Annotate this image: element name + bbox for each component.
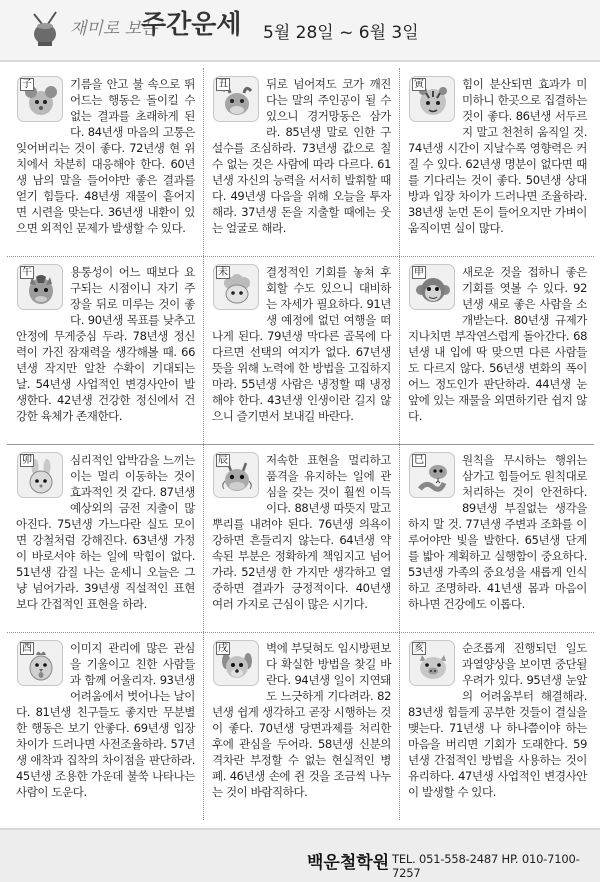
fortune-text: 용통성이 어느 때보다 요구되는 시점이니 자기 주장을 뒤로 미루는 것이 좋다. 90년생 목표를 낮추고 안정에 무게중심 두라. 78년생 정신력이 가진 잠재력을 생각해볼 때. 66년생 작지만 알찬 수확이 기대되는 날. 54년생 사업적인 변경사안이 발생한다. 42년생 건강한 정신에서 건강한 육체가 존재한다. bbox=[16, 265, 195, 423]
zodiac-tag: 寅 bbox=[414, 79, 424, 90]
zodiac-tag: 亥 bbox=[414, 643, 424, 654]
horoscope-text bbox=[212, 640, 391, 800]
fortune-text: 벽에 부딪혀도 임시방편보다 확실한 방법을 찾길 바란다. 94년생 일이 지연돼도 느긋하게 기다려라. 82년생 쉽게 생각하고 곧장 시행하는 것이 좋다. 70년생 당면과제를 처리한 후에 관심을 두어라. 58년생 신분의 격차란 부정할 수 없는 현실적인 병폐. 46년생 손에 쥔 것을 조금씩 나누는 것이 바람직하다. bbox=[212, 641, 391, 799]
academy-name: 백운철학원 bbox=[307, 853, 390, 873]
zodiac-tag: 申 bbox=[414, 267, 424, 278]
horoscope-text bbox=[16, 640, 195, 800]
horoscope-pig bbox=[399, 632, 594, 820]
date-range: 5월 28일 ~ 6월 3일 bbox=[263, 23, 419, 43]
horoscope-text bbox=[212, 76, 391, 236]
horoscope-snake bbox=[399, 444, 594, 632]
zodiac-tag: 辰 bbox=[218, 455, 228, 466]
contact-info: TEL. 051-558-2487 HP. 010-7100-7257 bbox=[392, 852, 580, 880]
horoscope-dog bbox=[203, 632, 398, 820]
horoscope-tiger bbox=[399, 68, 594, 256]
zodiac-tag: 戌 bbox=[218, 643, 228, 654]
page-header bbox=[0, 0, 600, 62]
horoscope-ox bbox=[203, 68, 398, 256]
zodiac-tag: 酉 bbox=[22, 643, 32, 654]
horoscope-monkey bbox=[399, 256, 594, 444]
horoscope-text bbox=[408, 640, 587, 800]
fortune-text: 순조롭게 진행되던 일도 과열양상을 보이면 중단될 우려가 있다. 95년생 눈앞의 어려움부터 해결해라. 83년생 힘들게 공부한 것들이 결실을 맺는다. 71년생 나 하나쯤이야 하는 마음을 버리면 기회가 도래한다. 59년생 간접적인 방법을 사용하는 것이 유리하다. 47년생 사업적인 변경사안이 발생할 수 있다. bbox=[408, 641, 587, 799]
horoscope-text bbox=[408, 76, 587, 236]
horoscope-text bbox=[408, 452, 587, 612]
horoscope-rat bbox=[7, 68, 202, 256]
horoscope-text bbox=[212, 264, 391, 424]
horoscope-text bbox=[16, 452, 195, 612]
zodiac-tag: 卯 bbox=[22, 455, 32, 466]
fortune-text: 이미지 관리에 많은 관심을 기울이고 친한 사람들과 함께 어울리자. 93년생 어려움에서 벗어나는 날이다. 81년생 친구들도 좋지만 무분별한 행동은 보기 안좋다. 69년생 입장 차이가 드러나면 사전조율하라. 57년생 애착과 집착의 차이점을 판단하라. 45년생 조용한 가운데 불쑥 나타나는 사람이 도운다. bbox=[16, 641, 195, 799]
fortune-pot-logo-icon bbox=[28, 8, 62, 48]
fortune-text: 결정적인 기회를 놓쳐 후회할 수도 있으니 대비하는 자세가 필요하다. 91년생 예정에 없던 여행을 떠나게 된다. 79년생 막다른 골목에 다다르면 선택의 여지가 없다. 67년생 뜻을 위해 노력에 한 방법을 고집하지 마라. 55년생 사람은 냉정할 때 냉정해야 한다. 43년생 인생이란 길지 않으니 즐기면서 보내길 바란다. bbox=[212, 265, 391, 423]
horoscope-dragon bbox=[203, 444, 398, 632]
header-subtitle: 재미로 보는 bbox=[70, 19, 158, 39]
zodiac-tag: 子 bbox=[22, 79, 32, 90]
horoscope-text bbox=[16, 264, 195, 424]
horoscope-text bbox=[212, 452, 391, 612]
fortune-text: 뒤로 넘어져도 코가 깨진다는 말의 주인공이 될 수 있으니 경거망동은 삼가라. 85년생 말로 인한 구설수를 조심하라. 73년생 값으로 칠 수 없는 것은 사람에 따라 다르다. 61년생 자신의 능력을 서서히 발휘할 때다. 49년생 다음을 위해 오늘을 투자해라. 37년생 돈을 지출할 때에는 웃는 얼굴로 해라. bbox=[212, 77, 391, 235]
horoscope-text bbox=[16, 76, 195, 236]
horoscope-text bbox=[408, 264, 587, 424]
fortune-text: 저속한 표현을 멀리하고 품격을 유지하는 일에 관심을 갖는 것이 훨씬 이득이다. 88년생 따뜻지 말고 뿌리를 내려야 된다. 76년생 의욕이 강하면 흔들리지 않는다. 64년생 약속된 부분은 정확하게 책임지고 넘어가라. 52년생 한 가지만 생각하고 열중하면 결과가 긍정적이다. 40년생 여러 가지로 근심이 많은 시기다. bbox=[212, 453, 391, 611]
page-title: 주간운세 bbox=[141, 10, 242, 40]
horoscope-rabbit bbox=[7, 444, 202, 632]
zodiac-tag: 丑 bbox=[218, 79, 228, 90]
fortune-text: 심리적인 압박감을 느끼는 이는 멀리 이동하는 것이 효과적인 것 같다. 87년생 예상외의 금전 지출이 많아진다. 75년생 가느다란 실도 모이면 강철처럼 강해진다. 63년생 가정이 바로서야 하는 일에 막힘이 없다. 51년생 감질 나는 운세니 오늘은 그냥 넘어가라. 39년생 직설적인 표현보다 간접적인 표현을 하라. bbox=[16, 453, 195, 611]
fortune-text: 기름을 안고 불 속으로 뛰어드는 행동은 돌이킬 수 없는 결과를 초래하게 된다. 84년생 마음의 고통은 잊어버리는 것이 좋다. 72년생 현 위치에서 차분히 대응해야 한다. 60년생 남의 말을 들어야만 좋은 결과를 얻기 힘들다. 48년생 재물이 흩어지면 시련을 맞는다. 36년생 내환이 있으면 외적인 문제가 발생할 수 있다. bbox=[16, 77, 195, 235]
horoscope-horse bbox=[7, 256, 202, 444]
page-footer bbox=[0, 828, 600, 882]
fortune-text: 원칙을 무시하는 행위는 삼가고 힘들어도 원칙대로 처리하는 것이 안전하다. 89년생 부질없는 생각을 하지 말 것. 77년생 주변과 조화를 이루어야만 빛을 발한다. 65년생 단계를 밟아 계획하고 실행함이 중요하다. 53년생 가족의 중요성을 새롭게 인식하고 조명하라. 41년생 몸과 마음이 하나면 건강에도 이롭다. bbox=[408, 453, 587, 611]
fortune-text: 힘이 분산되면 효과가 미미하니 한곳으로 집결하는 것이 좋다. 86년생 서두르지 말고 천천히 움직일 것. 74년생 시간이 지날수록 영향력은 커질 수 있다. 62년생 명분이 없다면 때를 기다리는 것이 좋다. 50년생 상대방과 입장 차이가 드러나면 조율하라. 38년생 눈먼 돈이 들어오지만 가벼이 움직이면 실이 많다. bbox=[408, 77, 587, 235]
fortune-text: 새로운 것을 접하니 좋은 기회를 엿볼 수 있다. 92년생 새로 좋은 사람을 소개받는다. 80년생 규제가 지나치면 부작연스럽게 돌아간다. 68년생 내 입에 딱 맞으면 다른 사람들도 다르지 않다. 56년생 변화의 폭이 어느 정도인가 판단하라. 44년생 눈앞에 있는 재물을 외면하기란 쉽지 않다. bbox=[408, 265, 587, 423]
zodiac-tag: 午 bbox=[22, 267, 32, 278]
horoscope-sheep bbox=[203, 256, 398, 444]
zodiac-tag: 未 bbox=[218, 267, 228, 278]
horoscope-rooster bbox=[7, 632, 202, 820]
horoscope-grid bbox=[7, 68, 594, 820]
zodiac-tag: 巳 bbox=[414, 455, 424, 466]
